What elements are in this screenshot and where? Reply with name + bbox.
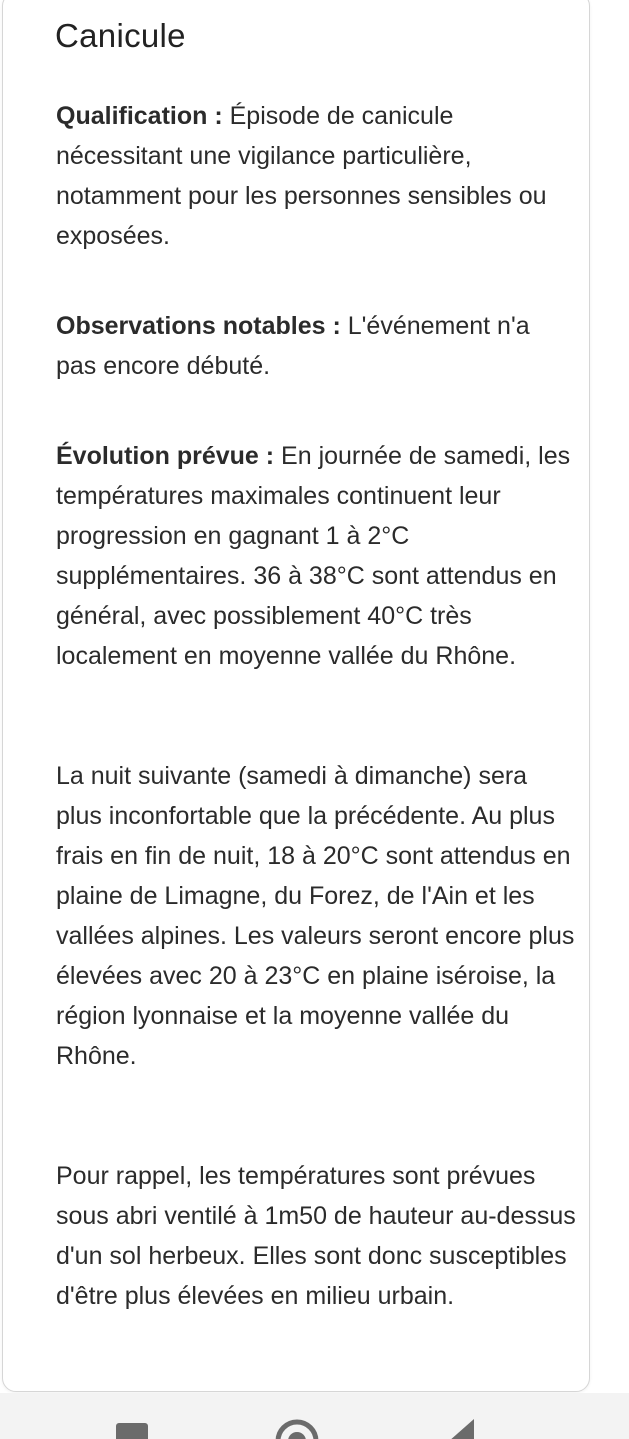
home-icon[interactable] xyxy=(275,1419,319,1439)
night-forecast-paragraph: La nuit suivante (samedi à dimanche) sera plus inconfortable que la précédente. Au plus frais en fin de nuit, 18 à 20°C sont attendus en plaine de Limagne, du Forez, de l'Ain et les vallées alpines. Les valeurs seront encore plus élevées avec 20 à 23°C en plaine iséroise, la région lyonnaise et la moyenne vallée du Rhône. xyxy=(56,762,575,1070)
observations-label: Observations notables : xyxy=(56,312,341,340)
observations-text: L'événement n'a pas encore débuté. xyxy=(56,312,530,380)
qualification-text: Épisode de canicule nécessitant une vigilance particulière, notamment pour les personnes sensibles ou exposées. xyxy=(56,102,547,250)
back-icon[interactable] xyxy=(438,1419,478,1439)
qualification-label: Qualification : xyxy=(56,102,223,130)
card-title: Canicule xyxy=(55,17,186,54)
system-navigation-bar xyxy=(0,1393,629,1439)
evolution-text: En journée de samedi, les températures maximales continuent leur progression en gagnant 1 à 2°C supplémentaires. 36 à 38°C sont attendus en général, avec possiblement 40°C très localement en moyenne vallée du Rhône. xyxy=(56,442,571,670)
evolution-label: Évolution prévue : xyxy=(56,442,275,470)
reminder-paragraph: Pour rappel, les températures sont prévues sous abri ventilé à 1m50 de hauteur au-dessus d'un sol herbeux. Elles sont donc susceptibles d'être plus élevées en milieu urbain. xyxy=(56,1162,576,1310)
vigilance-card xyxy=(2,0,590,1392)
qualification-paragraph xyxy=(56,96,576,256)
evolution-paragraph xyxy=(56,436,576,676)
recent-apps-icon[interactable] xyxy=(116,1423,148,1439)
observations-paragraph xyxy=(56,306,576,386)
